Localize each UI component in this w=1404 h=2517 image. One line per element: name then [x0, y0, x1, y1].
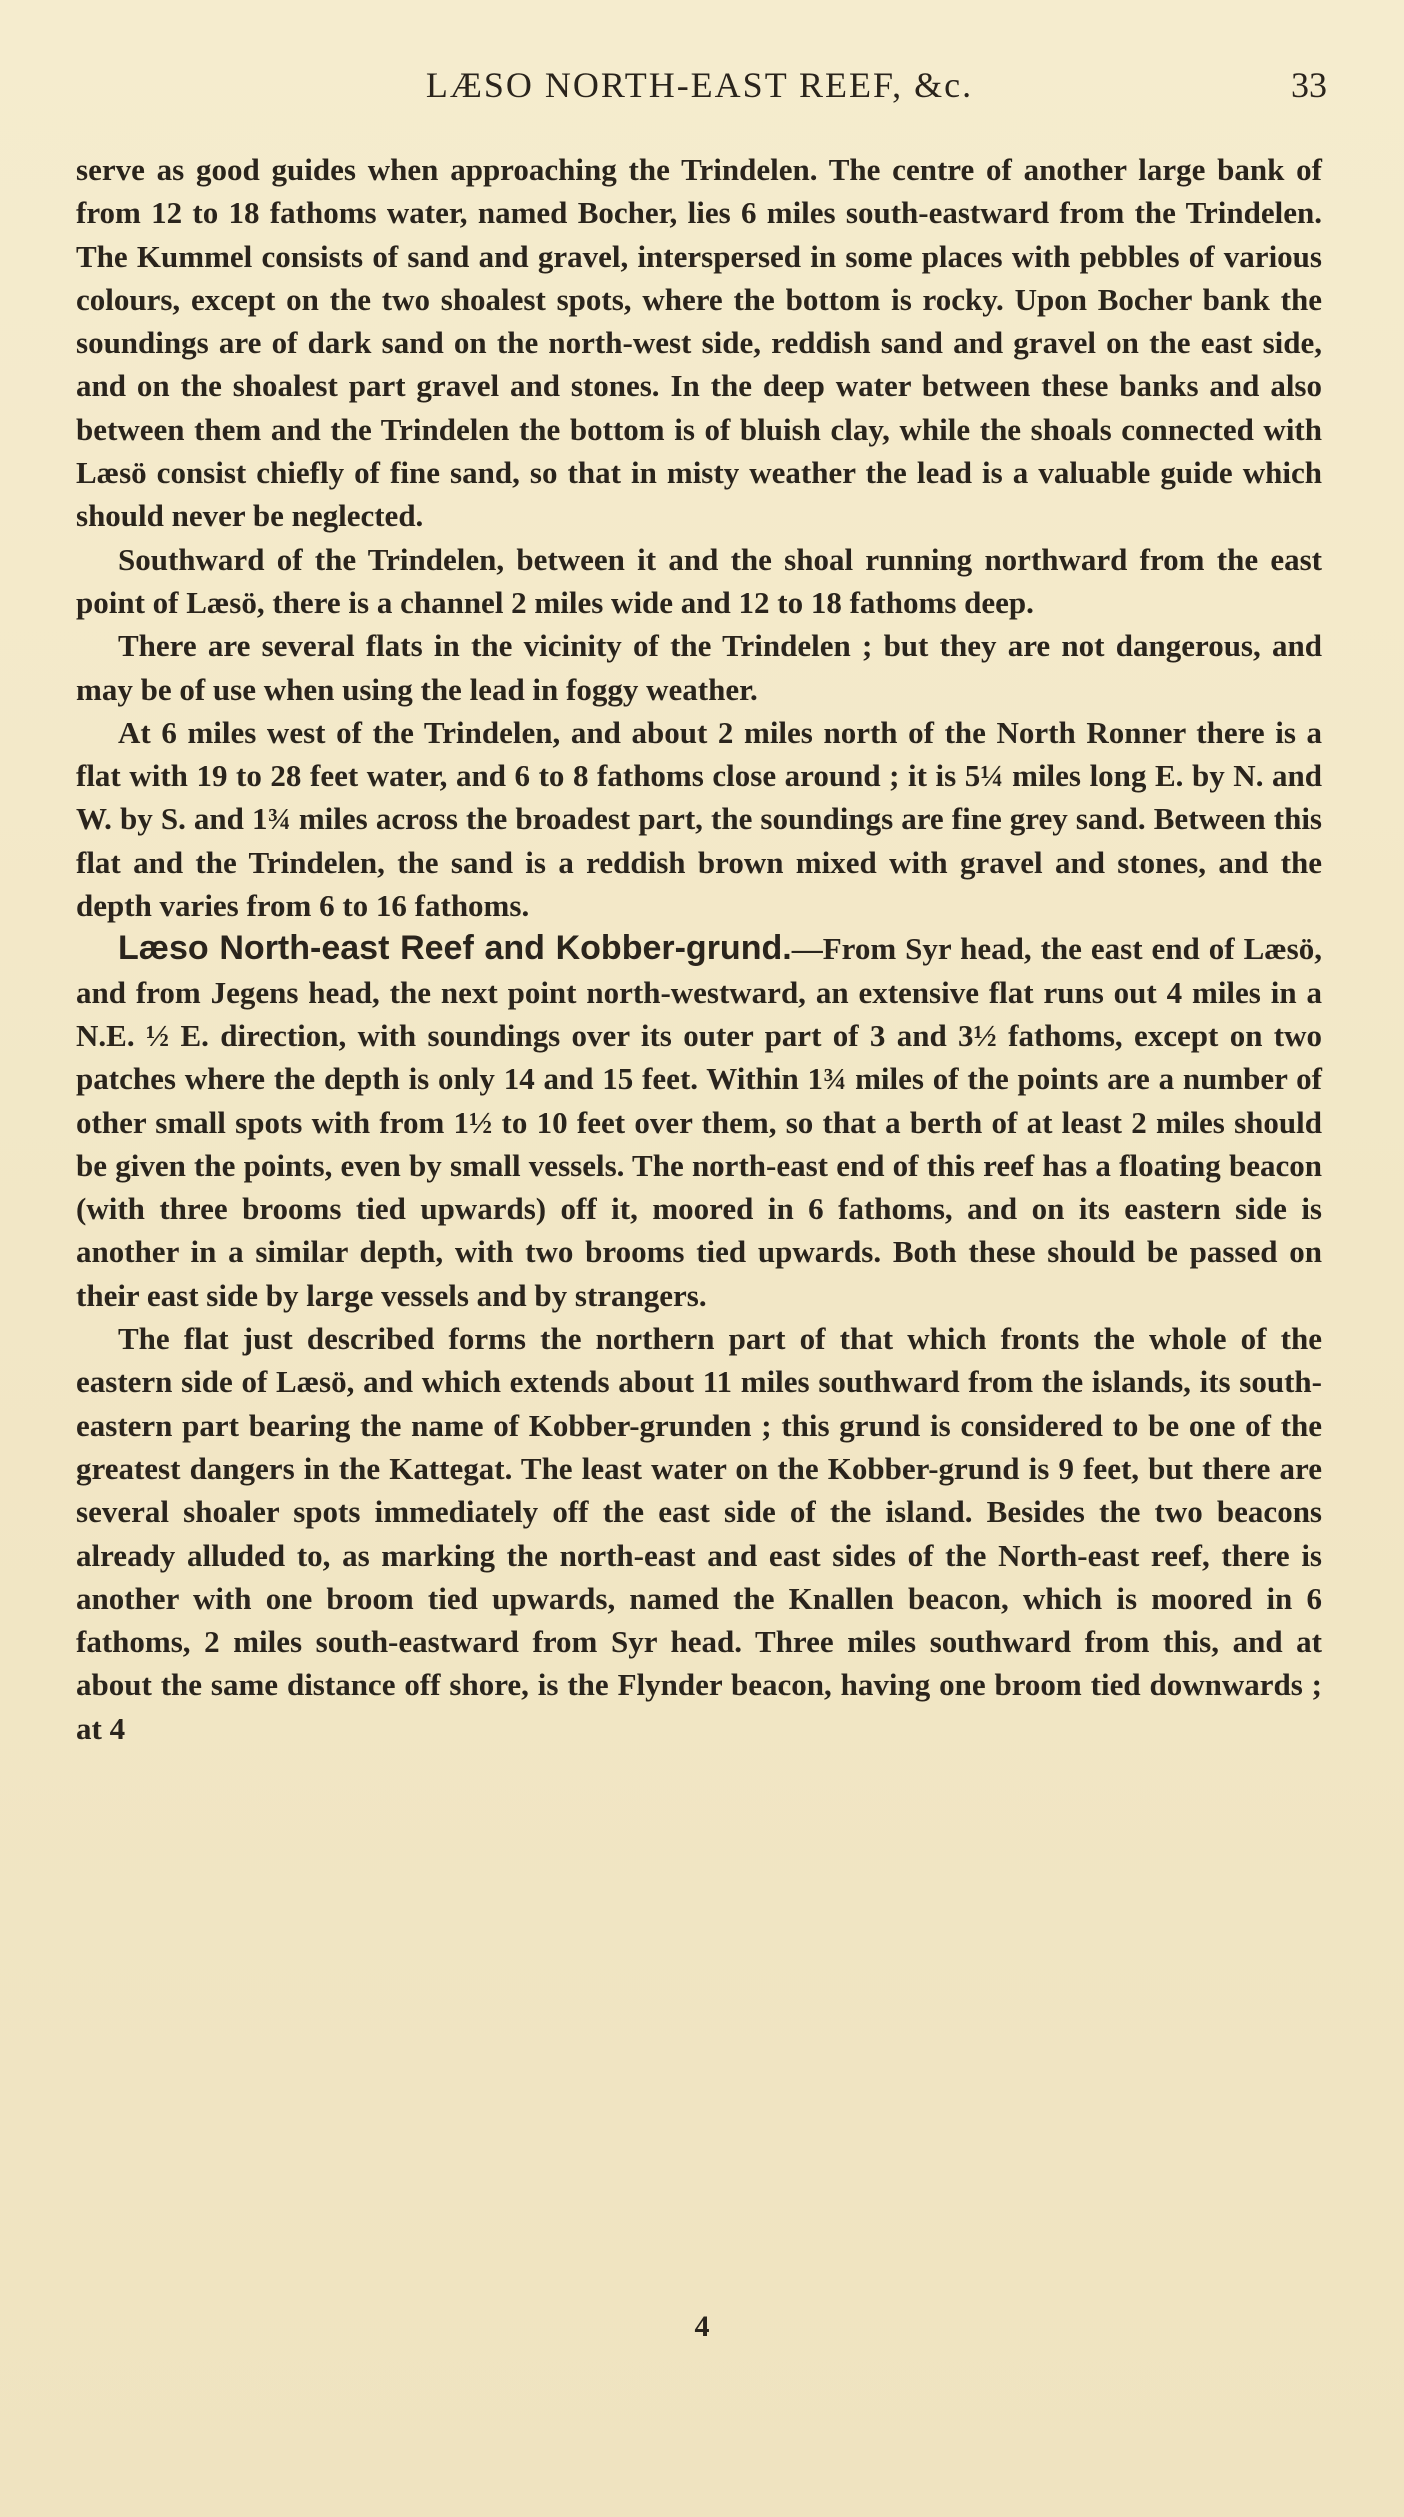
signature-mark: 4	[694, 2310, 710, 2343]
paragraph-2: Southward of the Trindelen, between it and the shoal running northward from the east point of Læsö, there is a channel 2 miles wide and 12 to 18 fathoms deep.	[76, 541, 1322, 620]
paragraph-4: At 6 miles west of the Trindelen, and about 2 miles north of the North Ronner there is a flat with 19 to 28 feet water, and 6 to 8 fathoms close around ; it is 5¼ miles long E. by N. and W. by S. and 1¾ miles across the broadest part, the soundings are fine grey sand. Between this flat and the Trindelen, the sand is a reddish brown mixed with gravel and stones, and the depth varies from 6 to 16 fathoms.	[76, 714, 1322, 924]
paragraph-6: The flat just described forms the northern part of that which fronts the whole of the eastern side of Læsö, and which extends about 11 miles southward from the islands, its south-eastern part bearing the name of Kobber-grunden ; this grund is considered to be one of the greatest dangers in the Kattegat. The least water on the Kobber-grund is 9 feet, but there are several shoaler spots immediately off the east side of the island. Besides the two beacons already alluded to, as marking the north-east and east sides of the North-east reef, there is another with one broom tied upwards, named the Knallen beacon, which is moored in 6 fathoms, 2 miles south-eastward from Syr head. Three miles southward from this, and at about the same distance off shore, is the Flynder beacon, having one broom tied downwards ; at 4	[76, 1321, 1322, 1746]
page-number: 33	[1291, 65, 1327, 105]
paragraph-3: There are several flats in the vicinity of the Trindelen ; but they are not dangerous, and may be of use when using the lead in foggy weather.	[76, 628, 1322, 707]
running-head	[72, 64, 1327, 120]
section-heading: Læso North-east Reef and Kobber-grund.	[118, 929, 792, 968]
body-text	[76, 148, 1322, 1750]
paragraph-5	[76, 927, 1322, 1317]
paragraph-5-text: —From Syr head, the east end of Læsö, and from Jegens head, the next point north-westward, an extensive flat runs out 4 miles in a N.E. ½ E. direction, with soundings over its outer part of 3 and 3½ fathoms, except on two patches where the depth is only 14 and 15 feet. Within 1¾ miles of the points are a number of other small spots with from 1½ to 10 feet over them, so that a berth of at least 2 miles should be given the points, even by small vessels. The north-east end of this reef has a floating beacon (with three brooms tied upwards) off it, moored in 6 fathoms, and on its eastern side is another in a similar depth, with two brooms tied upwards. Both these should be passed on their east side by large vessels and by strangers.	[76, 931, 1322, 1313]
paragraph-1: serve as good guides when approaching the Trindelen. The centre of another large bank of from 12 to 18 fathoms water, named Bocher, lies 6 miles south-eastward from the Trindelen. The Kummel consists of sand and gravel, interspersed in some places with pebbles of various colours, except on the two shoalest spots, where the bottom is rocky. Upon Bocher bank the soundings are of dark sand on the north-west side, reddish sand and gravel on the east side, and on the shoalest part gravel and stones. In the deep water between these banks and also between them and the Trindelen the bottom is of bluish clay, while the shoals connected with Læsö consist chiefly of fine sand, so that in misty weather the lead is a valuable guide which should never be neglected.	[76, 152, 1322, 534]
running-title: LÆSO NORTH-EAST REEF, &c.	[425, 65, 974, 105]
